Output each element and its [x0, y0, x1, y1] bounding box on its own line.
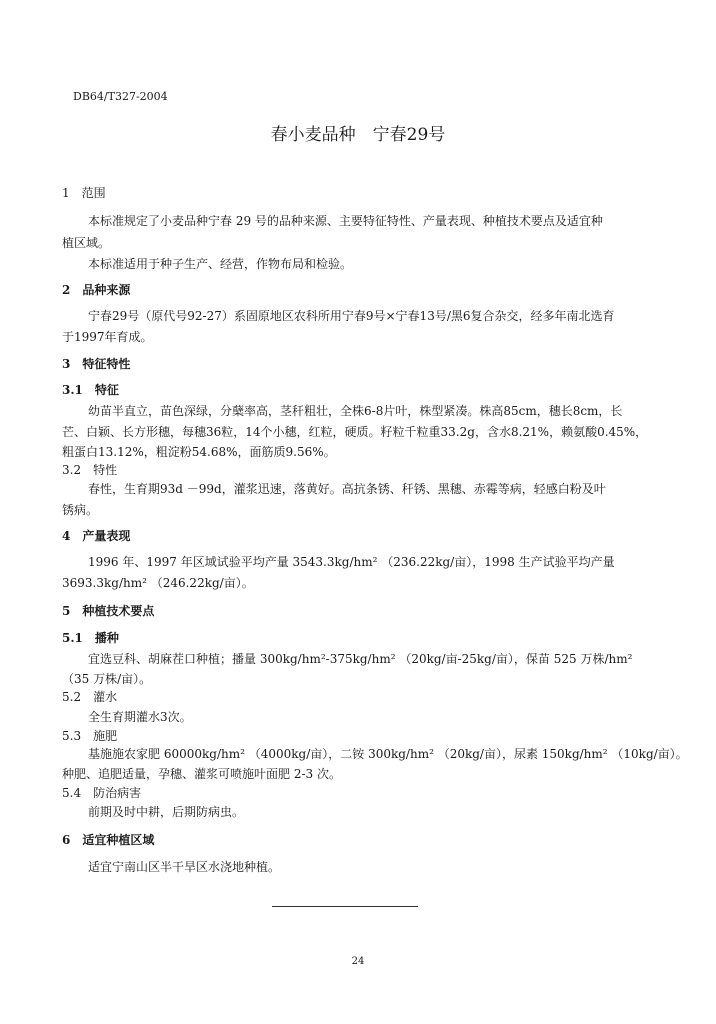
- standard-number: DB64/T327-2004: [73, 90, 168, 103]
- section-5-4-heading: 5.4 防治病害: [62, 786, 142, 800]
- section-5-3-text-line: 基施施农家肥 60000kg/hm² （4000kg/亩），二铵 300kg/hm² （20kg/亩），尿素 150kg/hm² （10kg/亩）。: [88, 747, 688, 761]
- section-1-text-line: 植区域。: [62, 236, 111, 250]
- document-title: 春小麦品种 宁春29号: [270, 125, 446, 145]
- section-3-1-text-line: 幼苗半直立，苗色深绿，分蘖率高，茎秆粗壮，全株6-8片叶，株型紧凑。株高85cm，穗长8cm，长: [88, 404, 623, 418]
- section-4-text-line: 1996 年、1997 年区域试验平均产量 3543.3kg/hm² （236.22kg/亩），1998 生产试验平均产量: [88, 555, 615, 569]
- section-3-1-text-line: 粗蛋白13.12%，粗淀粉54.68%，面筋质9.56%。: [62, 445, 336, 459]
- section-5-heading: 5 种植技术要点: [62, 604, 155, 618]
- section-4-text-line: 3693.3kg/hm² （246.22kg/亩）。: [62, 576, 254, 590]
- section-2-heading: 2 品种来源: [62, 283, 131, 297]
- section-3-2-text-line: 春性，生育期93d －99d，灌浆迅速，落黄好。高抗条锈、秆锈、黑穗、赤霉等病，轻感白粉及叶: [88, 482, 606, 496]
- section-6-heading: 6 适宜种植区域: [62, 833, 155, 847]
- section-5-1-heading: 5.1 播种: [62, 631, 119, 645]
- section-3-1-text-line: 芒、白颖、长方形穗，每穗36粒，14个小穗，红粒，硬质。籽粒千粒重33.2g，含水8.21%，赖氨酸0.45%，: [62, 425, 648, 439]
- section-5-2-text-line: 全生育期灌水3次。: [88, 710, 192, 724]
- end-rule: [272, 906, 418, 907]
- section-3-2-text-line: 锈病。: [62, 503, 99, 517]
- section-3-2-heading: 3.2 特性: [62, 463, 118, 477]
- section-5-1-text-line: （35 万株/亩）。: [62, 672, 152, 686]
- section-5-2-heading: 5.2 灌水: [62, 690, 118, 704]
- section-3-1-heading: 3.1 特征: [62, 383, 119, 397]
- section-1-text-line: 本标准适用于种子生产、经营，作物布局和检验。: [88, 257, 353, 271]
- section-2-text-line: 于1997年育成。: [62, 330, 153, 344]
- section-5-1-text-line: 宜选豆科、胡麻茬口种植；播量 300kg/hm²-375kg/hm² （20kg/亩-25kg/亩），保苗 525 万株/hm²: [88, 652, 633, 666]
- section-1-heading: 1 范围: [62, 186, 106, 200]
- section-3-heading: 3 特征特性: [62, 357, 131, 371]
- section-5-3-heading: 5.3 施肥: [62, 729, 118, 743]
- section-2-text-line: 宁春29号（原代号92-27）系固原地区农科所用宁春9号×宁春13号/黑6复合杂交，经多年南北选育: [88, 309, 615, 323]
- section-6-text-line: 适宜宁南山区半干旱区水浇地种植。: [88, 860, 281, 874]
- section-1-text-line: 本标准规定了小麦品种宁春 29 号的品种来源、主要特征特性、产量表现、种植技术要点及适宜种: [88, 214, 603, 228]
- page-number: 24: [351, 956, 365, 967]
- section-5-4-text-line: 前期及时中耕，后期防病虫。: [88, 805, 245, 819]
- section-4-heading: 4 产量表现: [62, 529, 131, 543]
- section-5-3-text-line: 种肥、追肥适量，孕穗、灌浆可喷施叶面肥 2-3 次。: [62, 767, 341, 781]
